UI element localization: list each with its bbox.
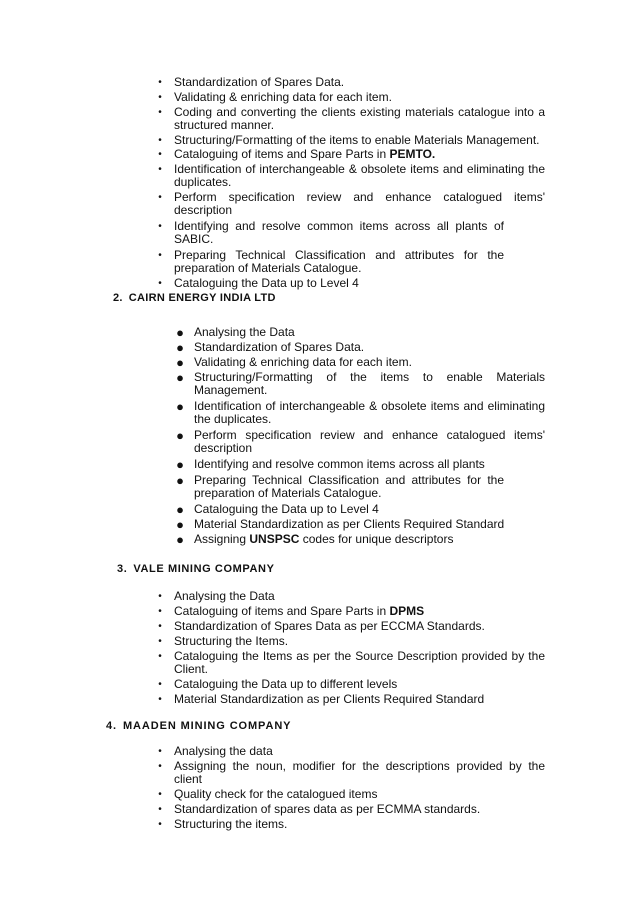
list-item: • Cataloguing the Data up to different levels <box>158 677 398 691</box>
section-heading: 3. VALE MINING COMPANY <box>117 563 275 575</box>
list-item: ● Preparing Technical Classification and attributes for the preparation of Materials Catalogue. <box>176 473 504 500</box>
list-item: • Cataloguing the Items as per the Source Description provided by the Client. <box>158 649 545 676</box>
list-item: • Analysing the data <box>158 744 273 758</box>
list-item: • Cataloguing of items and Spare Parts in DPMS <box>158 604 425 618</box>
list-item: ● Standardization of Spares Data. <box>176 340 365 355</box>
list-item: • Preparing Technical Classification and attributes for the preparation of Materials Catalogue. <box>158 248 504 275</box>
list-item: • Standardization of spares data as per ECMMA standards. <box>158 802 481 816</box>
list-item: • Perform specification review and enhance catalogued items' description <box>158 190 545 217</box>
list-item: ● Validating & enriching data for each item. <box>176 355 412 370</box>
section4-list <box>158 744 545 831</box>
list-item: ● Structuring/Formatting of the items to enable Materials Management. <box>176 370 545 397</box>
list-item: • Standardization of Spares Data. <box>158 75 345 89</box>
list-item: ● Cataloguing the Data up to Level 4 <box>176 502 379 517</box>
list-item: ● Assigning UNSPSC codes for unique descriptors <box>176 532 454 547</box>
list-item: • Material Standardization as per Clients Required Standard <box>158 692 485 706</box>
section2-list <box>176 325 545 547</box>
list-item: ● Perform specification review and enhance catalogued items' description <box>176 428 545 455</box>
list-item: • Identifying and resolve common items across all plants of SABIC. <box>158 219 504 246</box>
list-item: • Analysing the Data <box>158 589 275 603</box>
list-item: • Coding and converting the clients existing materials catalogue into a structured manner. <box>158 105 545 132</box>
section-heading: 4. MAADEN MINING COMPANY <box>106 720 292 732</box>
section1-list <box>158 75 545 290</box>
list-item: ● Material Standardization as per Clients Required Standard <box>176 517 505 532</box>
list-item: • Assigning the noun, modifier for the descriptions provided by the client <box>158 759 545 786</box>
section-heading: 2. CAIRN ENERGY INDIA LTD <box>113 292 276 304</box>
list-item: • Structuring/Formatting of the items to enable Materials Management. <box>158 133 540 147</box>
list-item: • Cataloguing of items and Spare Parts in PEMTO. <box>158 147 436 161</box>
list-item: • Structuring the items. <box>158 817 288 831</box>
list-item: • Standardization of Spares Data as per ECCMA Standards. <box>158 619 485 633</box>
list-item: • Validating & enriching data for each item. <box>158 90 392 104</box>
list-item: ● Analysing the Data <box>176 325 295 340</box>
list-item: • Quality check for the catalogued items <box>158 787 378 801</box>
list-item: • Identification of interchangeable & obsolete items and eliminating the duplicates. <box>158 162 545 189</box>
list-item: ● Identifying and resolve common items across all plants <box>176 457 485 472</box>
list-item: ● Identification of interchangeable & obsolete items and eliminating the duplicates. <box>176 399 545 426</box>
list-item: • Cataloguing the Data up to Level 4 <box>158 276 359 290</box>
list-item: • Structuring the Items. <box>158 634 289 648</box>
section3-list <box>158 589 545 706</box>
